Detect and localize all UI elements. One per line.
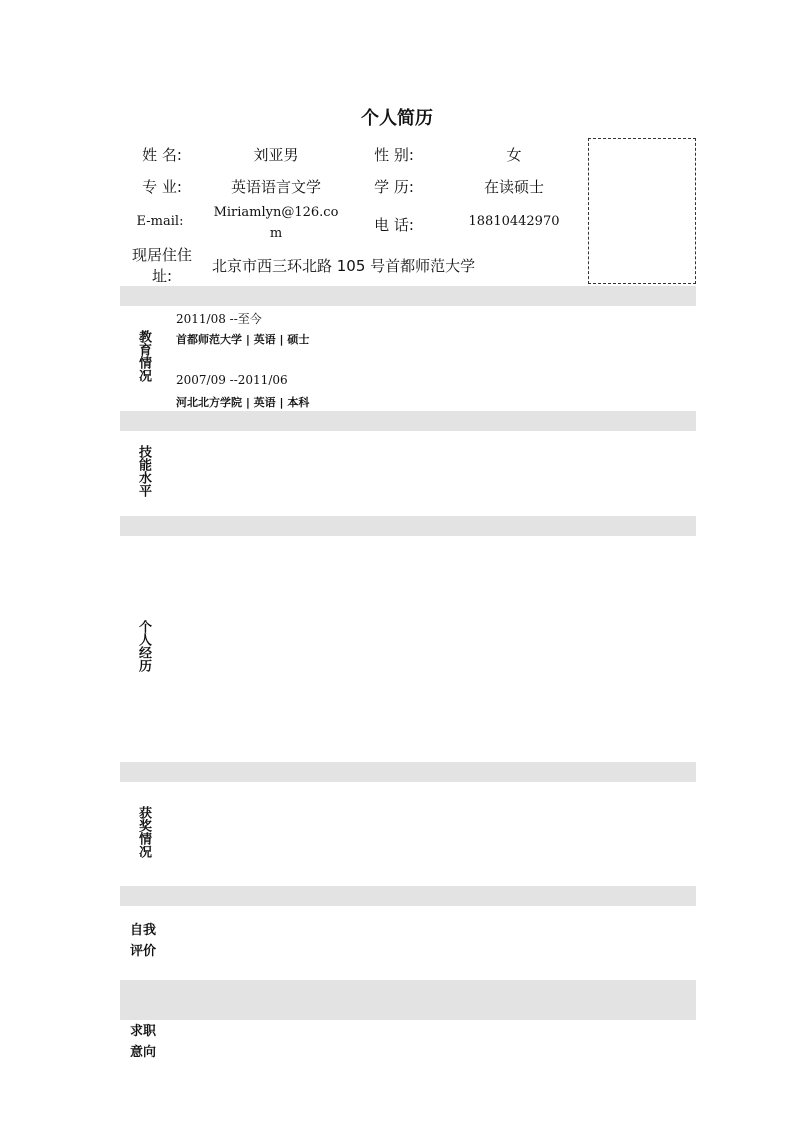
page-title: 个人简历 — [361, 108, 433, 129]
education-label: 教育情况 — [136, 330, 151, 382]
email-value-line1: Miriamlyn@126.co — [213, 205, 339, 220]
degree-label: 学 历: — [374, 178, 414, 196]
address-label-line2: 址: — [151, 267, 173, 285]
education-detail-2: 河北北方学院 | 英语 | 本科 — [176, 396, 310, 409]
job-intent-label-line2: 意向 — [130, 1045, 157, 1060]
job-intent-label-line1: 求职 — [130, 1024, 157, 1039]
section-divider — [120, 516, 696, 536]
section-divider — [120, 980, 696, 1020]
experience-label: 个人经历 — [136, 620, 151, 672]
section-divider — [120, 286, 696, 306]
major-label: 专 业: — [142, 178, 182, 196]
section-divider — [120, 411, 696, 431]
name-value: 刘亚男 — [253, 146, 299, 164]
section-divider — [120, 762, 696, 782]
major-value: 英语语言文学 — [230, 178, 321, 196]
self-eval-label-line1: 自我 — [130, 923, 157, 938]
awards-label: 获奖情况 — [136, 806, 151, 858]
address-label-line1: 现居住住 — [131, 246, 192, 264]
self-eval-label-line2: 评价 — [130, 944, 157, 959]
education-date-1: 2011/08 --至今 — [176, 312, 262, 326]
email-label: E-mail: — [136, 214, 184, 229]
section-divider — [120, 886, 696, 906]
address-value: 北京市西三环北路 105 号首都师范大学 — [212, 257, 476, 275]
education-detail-1: 首都师范大学 | 英语 | 硕士 — [176, 333, 310, 346]
email-value-line2: m — [269, 226, 283, 241]
phone-value: 18810442970 — [468, 214, 560, 229]
name-label: 姓 名: — [142, 146, 182, 164]
phone-label: 电 话: — [374, 216, 414, 234]
photo-placeholder — [588, 138, 696, 284]
gender-value: 女 — [506, 146, 522, 164]
skills-label: 技能水平 — [136, 445, 151, 497]
degree-value: 在读硕士 — [483, 178, 544, 196]
education-date-2: 2007/09 --2011/06 — [176, 373, 288, 387]
gender-label: 性 别: — [374, 146, 414, 164]
